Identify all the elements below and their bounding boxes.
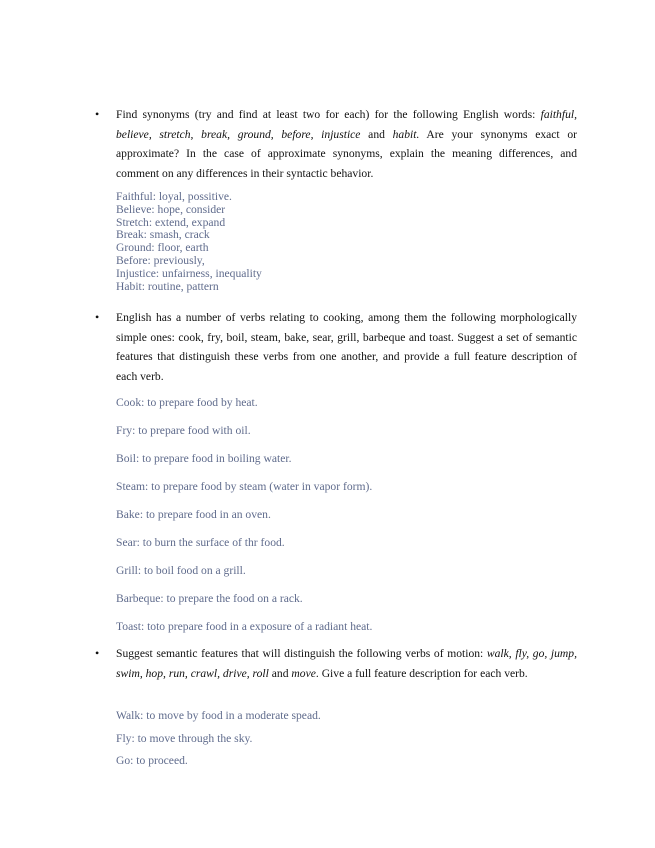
question-1 — [116, 105, 577, 183]
answer-line: Toast: toto prepare food in a exposure of a radiant heat. — [116, 620, 373, 633]
question-1-last-word: habit. — [392, 127, 420, 141]
answer-line: Fly: to move through the sky. — [116, 732, 253, 745]
answer-line: Fry: to prepare food with oil. — [116, 424, 251, 437]
answer-line: Sear: to burn the surface of thr food. — [116, 536, 285, 549]
question-3-last-word: move — [291, 666, 316, 680]
answer-line: Break: smash, crack — [116, 228, 210, 242]
answer-line: Habit: routine, pattern — [116, 279, 219, 293]
answer-line: Faithful: loyal, possitive. — [116, 190, 232, 203]
answer-line: Ground: floor, earth — [116, 241, 209, 255]
answer-line: Walk: to move by food in a moderate spead. — [116, 709, 321, 722]
question-1-words: faithful, believe, stretch, break, ground, before, injustice — [116, 108, 577, 141]
question-3-rest: . Give a full feature description for each verb. — [315, 666, 528, 680]
answer-line: Barbeque: to prepare the food on a rack. — [116, 592, 303, 605]
bullet-1: • — [95, 107, 100, 121]
question-3-intro: Suggest semantic features that will distinguish the following verbs of motion: — [116, 647, 487, 660]
question-3-words: walk, fly, go, jump, swim, hop, run, crawl, drive, roll — [116, 647, 578, 680]
answer-line: Boil: to prepare food in boiling water. — [116, 452, 292, 465]
answer-line: Injustice: unfairness, inequality — [116, 266, 262, 280]
answer-line: Stretch: extend, expand — [116, 215, 226, 229]
answer-line: Cook: to prepare food by heat. — [116, 396, 258, 409]
answer-line: Believe: hope, consider — [116, 202, 226, 216]
bullet-3: • — [95, 646, 100, 660]
question-1-and: and — [360, 127, 393, 141]
question-1-rest: Are your synonyms exact or approximate? In the case of approximate synonyms, explain the meaning differences, and comment on any differences in their syntactic behavior. — [116, 127, 578, 180]
answers-1 — [116, 191, 577, 293]
answer-line: Steam: to prepare food by steam (water in vapor form). — [116, 480, 373, 493]
bullet-2: • — [95, 310, 100, 324]
question-3-and: and — [268, 666, 292, 680]
answer-line: Bake: to prepare food in an oven. — [116, 508, 271, 521]
answer-line: Grill: to boil food on a grill. — [116, 564, 246, 577]
answer-line: Before: previously, — [116, 253, 205, 267]
question-1-intro: Find synonyms (try and find at least two for each) for the following English words: — [116, 108, 541, 121]
answer-line: Go: to proceed. — [116, 754, 188, 767]
question-2: English has a number of verbs relating to cooking, among them the following morphologically simple ones: cook, fry, boil, steam, bake, sear, grill, barbeque and toast. Suggest a set of semantic features that distinguish these verbs from one another, and provide a full feature description of each verb. — [116, 311, 577, 383]
question-3 — [116, 644, 577, 683]
